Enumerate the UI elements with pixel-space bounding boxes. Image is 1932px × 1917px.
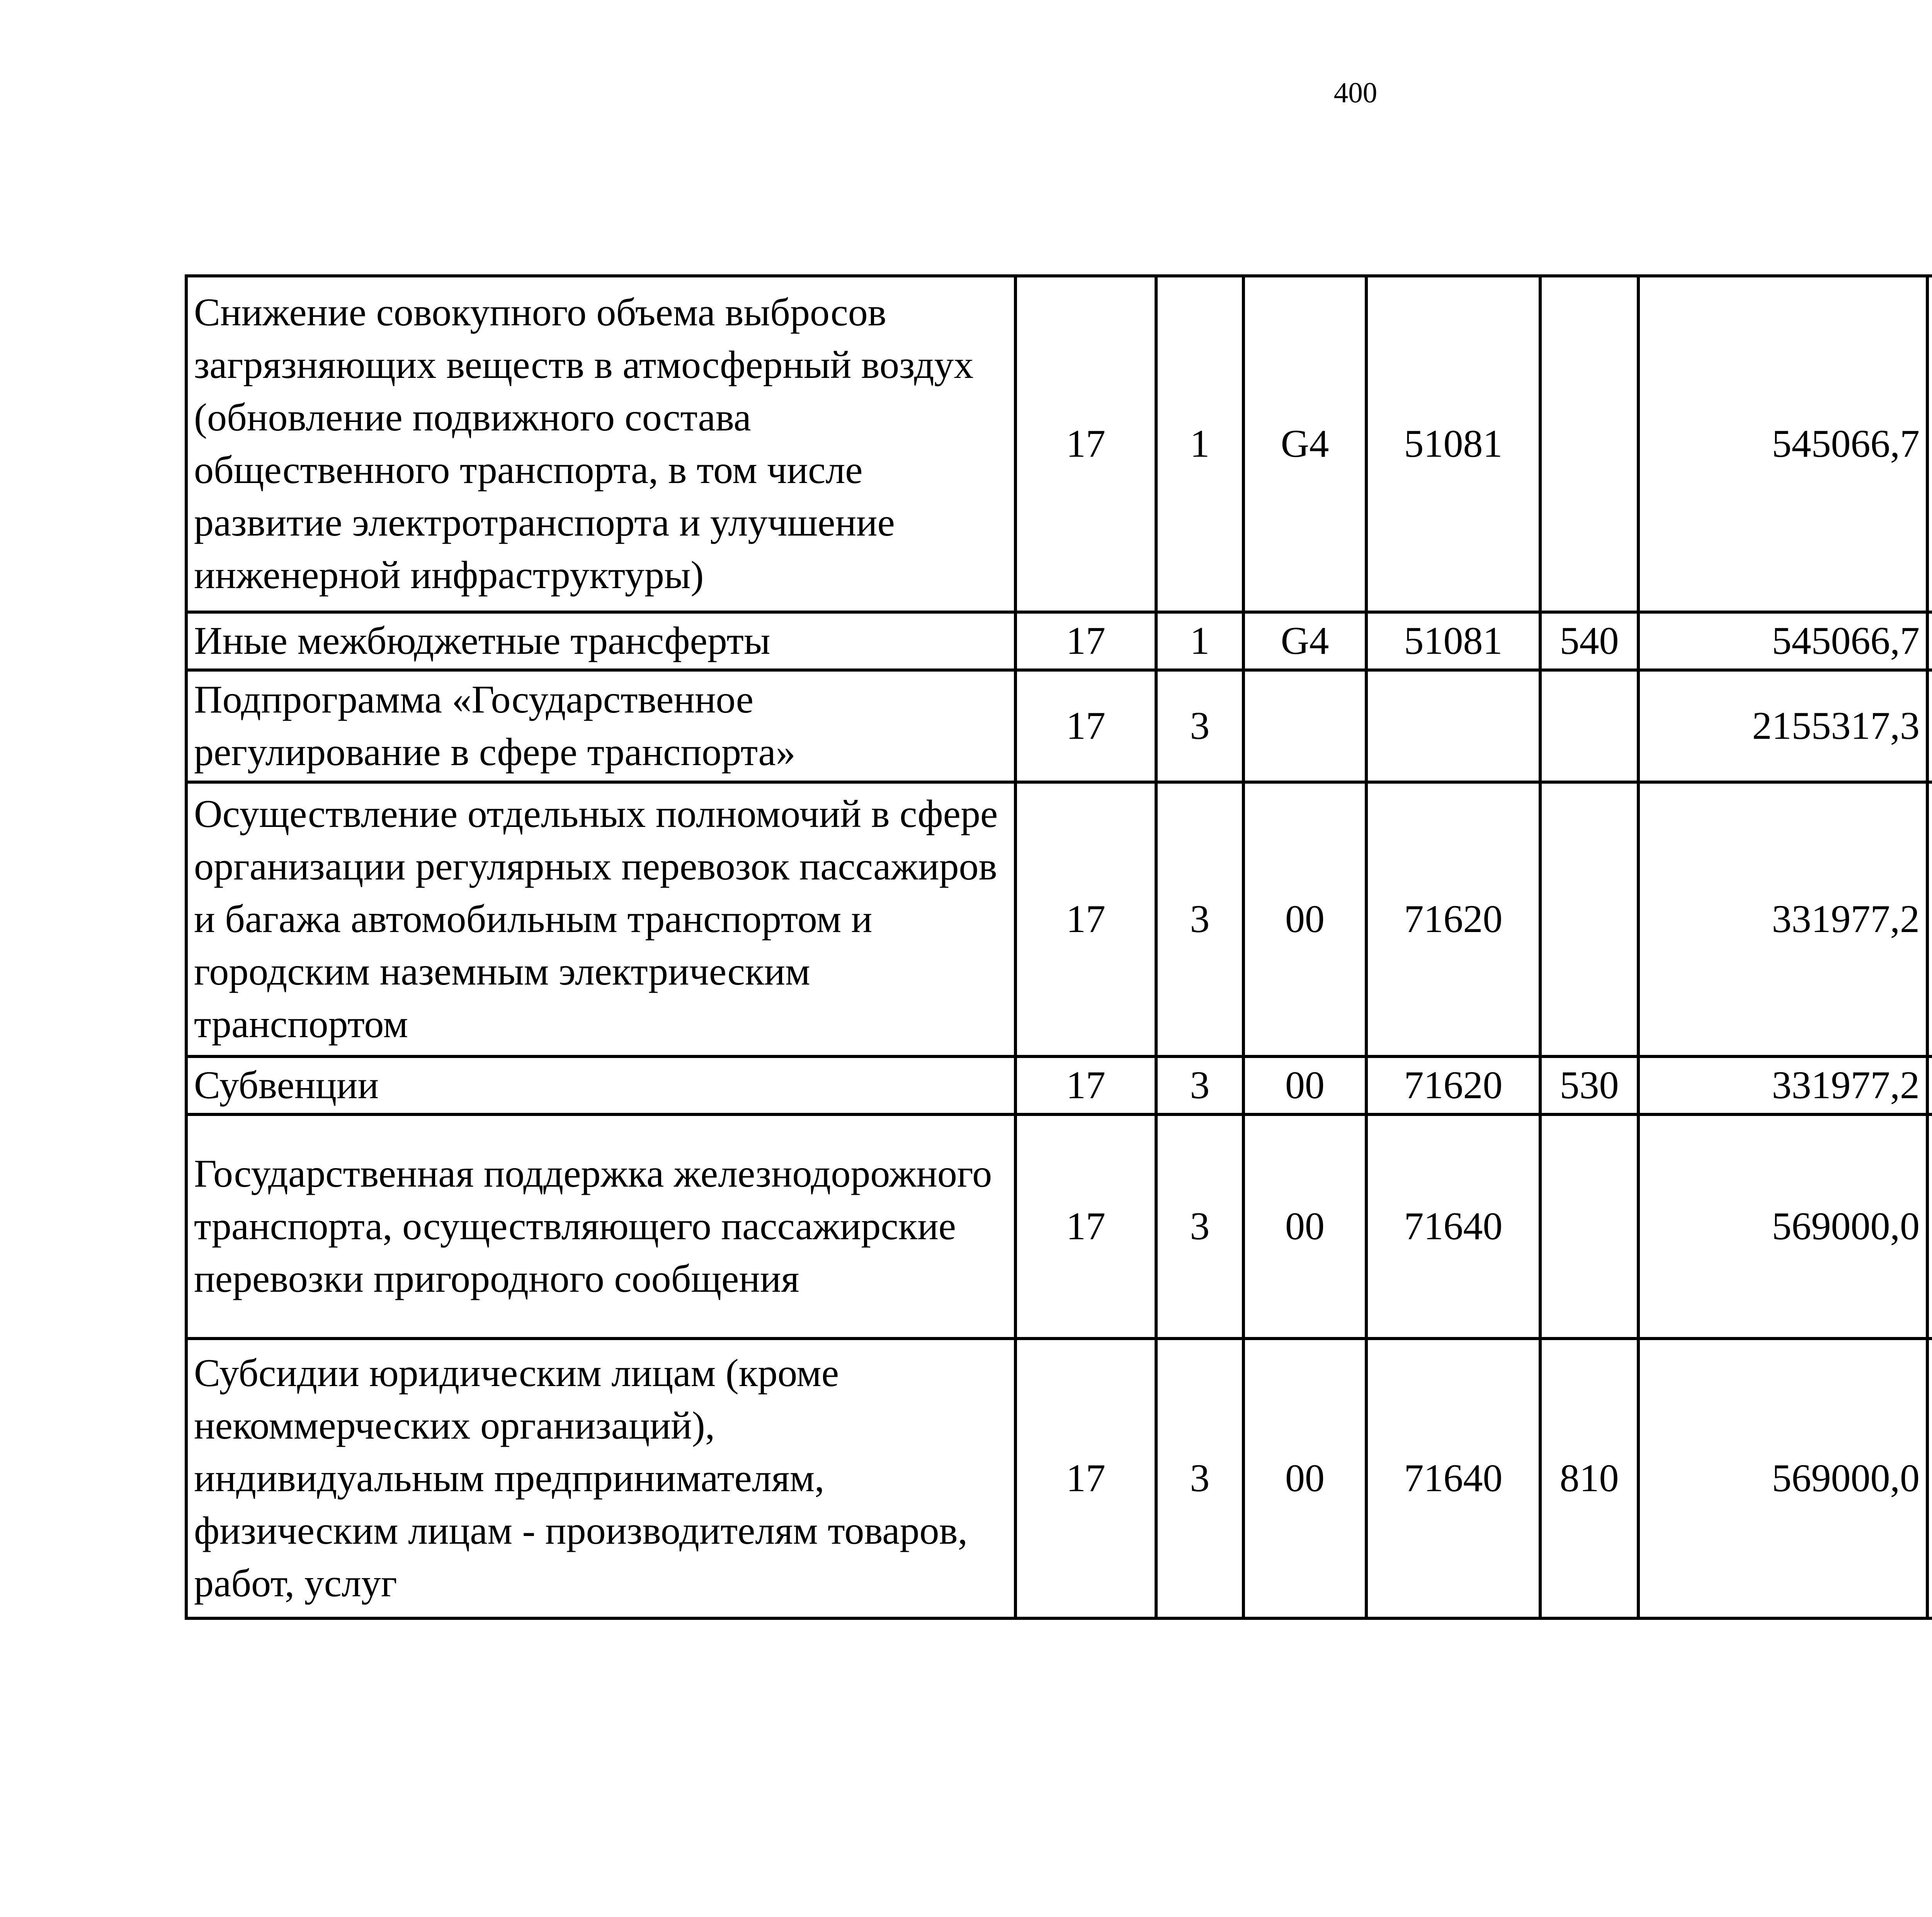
target-item-code: 51081 bbox=[1366, 276, 1540, 612]
target-item-code: 71620 bbox=[1366, 1056, 1540, 1114]
amount-year-1: 545066,7 bbox=[1638, 612, 1927, 670]
amount-year-2 bbox=[1927, 670, 1932, 782]
amount-year-2 bbox=[1927, 612, 1932, 670]
row-name: Осуществление отдельных полномочий в сфере организации регулярных перевозок пассажиров и багажа автомобильным транспортом и городским наземным электрическим транспортом bbox=[186, 782, 1015, 1056]
table-row bbox=[186, 1339, 1932, 1618]
row-name: Субвенции bbox=[186, 1056, 1015, 1114]
budget-table bbox=[185, 274, 1932, 1620]
program-code: 00 bbox=[1243, 1339, 1366, 1618]
expense-type-code bbox=[1540, 670, 1638, 782]
subsection-code: 1 bbox=[1156, 276, 1243, 612]
row-name: Подпрограмма «Государственное регулирование в сфере транспорта» bbox=[186, 670, 1015, 782]
section-code: 17 bbox=[1015, 670, 1156, 782]
table-row bbox=[186, 612, 1932, 670]
amount-year-1: 569000,0 bbox=[1638, 1339, 1927, 1618]
section-code: 17 bbox=[1015, 276, 1156, 612]
program-code: G4 bbox=[1243, 612, 1366, 670]
expense-type-code bbox=[1540, 1114, 1638, 1339]
amount-year-1: 331977,2 bbox=[1638, 782, 1927, 1056]
amount-year-1: 2155317,3 bbox=[1638, 670, 1927, 782]
table-row bbox=[186, 1056, 1932, 1114]
subsection-code: 3 bbox=[1156, 1056, 1243, 1114]
amount-year-1: 331977,2 bbox=[1638, 1056, 1927, 1114]
subsection-code: 3 bbox=[1156, 670, 1243, 782]
expense-type-code: 810 bbox=[1540, 1339, 1638, 1618]
expense-type-code: 530 bbox=[1540, 1056, 1638, 1114]
program-code: G4 bbox=[1243, 276, 1366, 612]
subsection-code: 1 bbox=[1156, 612, 1243, 670]
row-name: Снижение совокупного объема выбросов загрязняющих веществ в атмосферный воздух (обновление подвижного состава общественного транспорта, в том числе развитие электротранспорта и улучшение инженерной инфраструктуры) bbox=[186, 276, 1015, 612]
program-code: 00 bbox=[1243, 1114, 1366, 1339]
table-row bbox=[186, 1114, 1932, 1339]
expense-type-code: 540 bbox=[1540, 612, 1638, 670]
subsection-code: 3 bbox=[1156, 1114, 1243, 1339]
section-code: 17 bbox=[1015, 612, 1156, 670]
amount-year-2 bbox=[1927, 782, 1932, 1056]
amount-year-2 bbox=[1927, 276, 1932, 612]
amount-year-1: 569000,0 bbox=[1638, 1114, 1927, 1339]
target-item-code bbox=[1366, 670, 1540, 782]
row-name: Субсидии юридическим лицам (кроме некоммерческих организаций), индивидуальным предпринимателям, физическим лицам - производителям товаров, работ, услуг bbox=[186, 1339, 1015, 1618]
target-item-code: 71640 bbox=[1366, 1114, 1540, 1339]
table-row bbox=[186, 670, 1932, 782]
expense-type-code bbox=[1540, 782, 1638, 1056]
row-name: Государственная поддержка железнодорожного транспорта, осуществляющего пассажирские перевозки пригородного сообщения bbox=[186, 1114, 1015, 1339]
section-code: 17 bbox=[1015, 1114, 1156, 1339]
row-name: Иные межбюджетные трансферты bbox=[186, 612, 1015, 670]
section-code: 17 bbox=[1015, 782, 1156, 1056]
expense-type-code bbox=[1540, 276, 1638, 612]
subsection-code: 3 bbox=[1156, 1339, 1243, 1618]
section-code: 17 bbox=[1015, 1339, 1156, 1618]
amount-year-2 bbox=[1927, 1339, 1932, 1618]
target-item-code: 71640 bbox=[1366, 1339, 1540, 1618]
program-code: 00 bbox=[1243, 782, 1366, 1056]
table-row bbox=[186, 782, 1932, 1056]
program-code: 00 bbox=[1243, 1056, 1366, 1114]
amount-year-2 bbox=[1927, 1114, 1932, 1339]
subsection-code: 3 bbox=[1156, 782, 1243, 1056]
table-row bbox=[186, 276, 1932, 612]
amount-year-1: 545066,7 bbox=[1638, 276, 1927, 612]
section-code: 17 bbox=[1015, 1056, 1156, 1114]
page-number: 400 bbox=[1333, 77, 1378, 109]
target-item-code: 71620 bbox=[1366, 782, 1540, 1056]
amount-year-2 bbox=[1927, 1056, 1932, 1114]
program-code bbox=[1243, 670, 1366, 782]
target-item-code: 51081 bbox=[1366, 612, 1540, 670]
